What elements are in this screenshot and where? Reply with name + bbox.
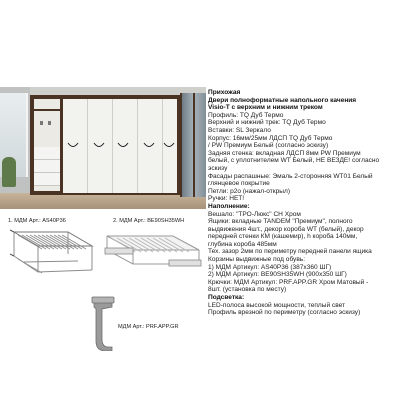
spec-line: Корпус: 16мм/25мм ЛДСП TQ Дуб Термо xyxy=(208,134,333,142)
spec-line: Фасады распашные: Эмаль 2-сторонняя WT01 Белый xyxy=(208,172,373,180)
shoe-basket-1-image xyxy=(8,226,100,276)
spec-line: передней стенки КМ (кашемир), h короба 140мм, xyxy=(208,233,358,241)
spec-line: / PW Премиум Белый (согласно эскизу) xyxy=(208,142,329,150)
hook-image xyxy=(88,295,118,351)
niche-hook xyxy=(40,121,43,125)
spec-line: Ящики: вкладные TANDEM "Премиум", полного xyxy=(208,218,353,226)
spec-line: Крючки: МДМ Артикул: PRF.APP.GR Хром Матовый - xyxy=(208,278,369,286)
spec-line: Тех. зазор 2мм по периметру передней панели ящика xyxy=(208,248,372,256)
spec-line: белый, с уплотнителем WT Белый, НЕ ВЕЗДЕ! согласно xyxy=(208,157,380,165)
spec-line: 8шт. (установка по месту) xyxy=(208,286,287,294)
spec-line: Вставки: SL Зеркало xyxy=(208,126,271,134)
spec-line: глянцевое покрытие xyxy=(208,180,270,188)
spec-line: выдвижения 4шт., декор короба WT (белый), декор xyxy=(208,225,364,233)
niche-drawer xyxy=(34,160,60,173)
spec-line: Корзины выдвижные под обувь: xyxy=(208,256,306,264)
spec-line: LED-полоса высокой мощности, теплый свет xyxy=(208,301,346,309)
niche-shelf xyxy=(34,109,60,111)
spec-heading: Наполнение: xyxy=(208,202,250,210)
shoe-basket-2-image xyxy=(103,228,205,274)
spec-line: 1) МДМ Артикул: AS40P36 (387х360 ШГ) xyxy=(208,263,332,271)
spec-line: Ручки: НЕТ! xyxy=(208,195,245,203)
component-3-label: МДМ Арт.: PRF.APP.GR xyxy=(118,324,179,330)
spec-line: 2) МДМ Артикул: BE90SH35WH (900х350 ШГ) xyxy=(208,271,347,279)
niche-drawer xyxy=(34,147,60,160)
spec-line: Петли: p2o (нажал-открыл) xyxy=(208,187,291,195)
niche-drawer xyxy=(34,173,60,186)
floor xyxy=(0,193,206,209)
spec-line: эскизу xyxy=(208,164,228,172)
niche-hook xyxy=(48,121,51,125)
spec-line: Верхний и нижний трек: TQ Дуб Термо xyxy=(208,119,326,127)
spec-heading: Visio-T с верхним и нижним треком xyxy=(208,104,323,112)
spec-heading: Двери полноформатные напольного качения xyxy=(208,96,357,104)
spec-line: глубина короба 485мм xyxy=(208,240,277,248)
interior-render xyxy=(0,87,206,209)
spec-line: Профиль: TQ Дуб Термо xyxy=(208,111,284,119)
spec-line: Профиль врезной по периметру (согласно эскизу) xyxy=(208,309,361,317)
component-1-label: 1. МДМ Арт.: AS40P36 xyxy=(8,218,66,224)
mirror-door-profile xyxy=(193,93,195,197)
component-2-label: 2. МДМ Арт.: BE90SH35WH xyxy=(113,218,185,224)
spec-heading: Прихожая xyxy=(208,89,241,96)
spec-line: Задняя стенка: вкладная ЛДСП 8мм PW Премиум xyxy=(208,149,361,157)
swing-marks xyxy=(60,137,180,157)
window-plant xyxy=(2,157,16,187)
specification-text xyxy=(208,89,398,317)
spec-line: Вешало: "ТРО-Люкс" СН Хром xyxy=(208,210,301,218)
spec-heading: Подсветка: xyxy=(208,294,245,302)
